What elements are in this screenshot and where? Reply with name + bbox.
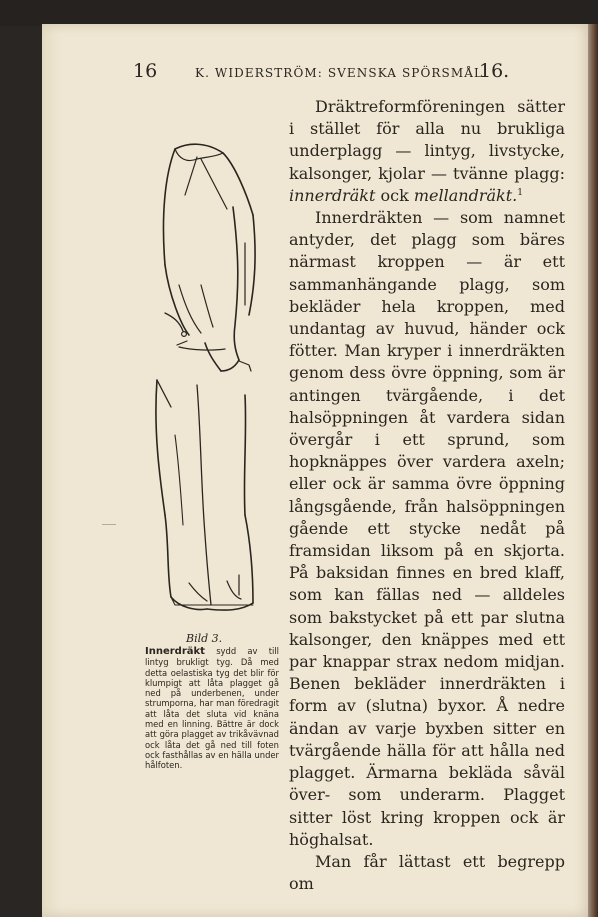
- paragraph-2: Innerdräkten — som namnet antyder, det plagg som bäres närmast kroppen — är ett sammanhängande plagg, som bekläder hela kroppen, med undantag av huvud, händer ock fötter. Man kryper i innerdräkten genom dess övre öppning, som är antingen tvärgående, i det halsöppningen åt vardera sidan övergår i ett sprund, som hopknäppes över vardera axeln; eller ock är samma övre öppning långsgående, från halsöppningen gående ett stycke nedåt på framsidan liksom på en skjorta. På baksidan finnes en bred klaff, som kan fällas ned — alldeles som bakstycket på ett par slutna kalsonger, den knäppes med ett par knappar strax nedom midjan. Benen bekläder innerdräkten i form av (slutna) byxor. Å nedre ändan av varje byxben sitter en tvärgående hälla för att hålla ned plagget. Ärmarna bekläda såväl över- som underarm. Plagget sitter löst kring kroppen ock är höghalsat.: [289, 208, 565, 849]
- footnote-marker: 1: [517, 187, 523, 198]
- figure-caption: [145, 646, 279, 771]
- book-edge: [588, 24, 598, 917]
- paragraph-1-conj: ock: [375, 185, 414, 205]
- body-text: [289, 96, 565, 895]
- paragraph-3: Man får lättast ett begrepp om: [289, 851, 565, 894]
- figure-label: Bild 3.: [186, 632, 223, 645]
- paragraph-1: [289, 96, 565, 207]
- running-title: K. WIDERSTRÖM: SVENSKA SPÖRSMÅL.: [195, 66, 488, 80]
- margin-mark: [102, 524, 116, 525]
- page-number-right: 16.: [479, 60, 510, 82]
- page-number-left: 16: [133, 60, 158, 82]
- scan-edge: [0, 0, 598, 26]
- term-innerdrakt: innerdräkt: [289, 185, 376, 205]
- garment-illustration: [135, 135, 275, 625]
- running-head: [133, 60, 523, 86]
- caption-text: sydd av till lintyg brukligt tyg. Då med detta oelastiska tyg det blir för klumpigt att låta plagget gå ned på underbenen, under strumporna, har man föredragit att låta det sluta vid knäna med en linning. Bättre är dock att göra plagget av trikåvävnad ock låta det gå ned till foten ock fasthållas av en hälla under hålfoten.: [145, 646, 279, 771]
- caption-title: Innerdräkt: [145, 646, 205, 657]
- paragraph-1-text: Dräktreformföreningen sätter i stället för alla nu brukliga underplagg — lintyg, livstycke, kalsonger, kjolar — tvänne plagg:: [289, 97, 565, 183]
- term-mellandrakt: mellandräkt.: [413, 185, 518, 205]
